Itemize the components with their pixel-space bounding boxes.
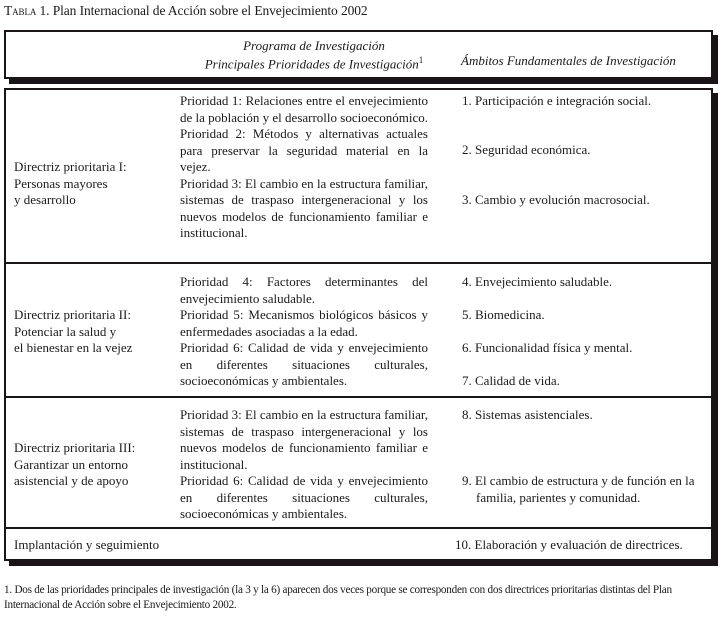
ambito-item: 7. Calidad de vida. (462, 373, 560, 388)
header-program-line2 (186, 53, 442, 71)
table-row (6, 90, 711, 264)
prioridad-item: Prioridad 5: Mecanismos biológicos básicos y enfermedades asociadas a la edad. (180, 307, 428, 339)
ambito-item: 10. Elaboración y evaluación de directrices. (455, 537, 683, 552)
directriz-line: el bienestar en la vejez (14, 340, 133, 355)
directriz-line: asistencial y de apoyo (14, 473, 129, 488)
prioridad-item: Prioridad 6: Calidad de vida y envejecimiento en diferentes situaciones culturales, socioeconómicas y ambientales. (180, 473, 428, 521)
directriz-line: y desarrollo (14, 192, 76, 207)
directriz-line: Personas mayores (14, 175, 108, 191)
directriz-line: Directriz prioritaria III: (14, 440, 136, 455)
directriz-line: Directriz prioritaria II: (14, 307, 131, 322)
header-program-line1: Programa de Investigación (243, 38, 385, 53)
caption-number: 1. (36, 3, 50, 18)
prioridad-item: Prioridad 2: Métodos y alternativas actuales para preservar la seguridad material en la vejez. (180, 126, 428, 174)
header-program-line2-text: Principales Prioridades de Investigación (204, 56, 419, 72)
ambito-item: 5. Biomedicina. (462, 307, 545, 322)
ambito-item: 8. Sistemas asistenciales. (462, 407, 593, 422)
ambito-item: 1. Participación e integración social. (462, 93, 652, 108)
ambito-item: 2. Seguridad económica. (462, 142, 591, 157)
ambito-item: 6. Funcionalidad física y mental. (462, 340, 633, 355)
table-row (6, 264, 711, 398)
directriz-cell (14, 307, 132, 357)
prioridad-item: Prioridad 3: El cambio en la estructura familiar, sistemas de traspaso intergeneracional y los nuevos modelos de funcionamiento familiar e institucional. (180, 407, 428, 472)
directriz-cell (14, 440, 135, 490)
caption-title: Plan Internacional de Acción sobre el Envejecimiento 2002 (49, 3, 368, 18)
prioridad-item: Prioridad 6: Calidad de vida y envejecimiento en diferentes situaciones culturales, socioeconómicas y ambientales. (180, 340, 428, 388)
header-ambitos: Ámbitos Fundamentales de Investigación (461, 53, 676, 68)
prioridad-item: Prioridad 3: El cambio en la estructura familiar, sistemas de traspaso intergeneracional y los nuevos modelos de funcionamiento familiar e institucional. (180, 175, 428, 240)
caption-label: Tabla (4, 3, 37, 18)
prioridades-cell (180, 274, 428, 390)
table-footnote: 1. Dos de las prioridades principales de investigación (la 3 y la 6) aparecen dos veces porque se corresponden con dos directrices prioritarias distintas del Plan Internacional de Acción sobre el Envejecimiento 2002. (4, 584, 672, 611)
prioridad-item: Prioridad 4: Factores determinantes del envejecimiento saludable. (180, 274, 428, 306)
prioridades-cell (180, 407, 428, 523)
directriz-line: Directriz prioritaria I: (14, 159, 127, 174)
table-caption (4, 3, 368, 19)
ambito-item: 9. El cambio de estructura y de función en la familia, parientes y comunidad. (462, 473, 695, 505)
ambito-item: 4. Envejecimiento saludable. (462, 274, 613, 289)
table-body (4, 88, 713, 561)
directriz-cell (14, 537, 159, 554)
ambito-item: 3. Cambio y evolución macrosocial. (462, 192, 650, 207)
table-row (6, 398, 711, 529)
directriz-line: Implantación y seguimiento (14, 537, 160, 552)
prioridades-cell (180, 93, 428, 242)
table-row (6, 529, 711, 559)
directriz-cell (14, 159, 127, 209)
table-header (4, 30, 713, 79)
directriz-line: Potenciar la salud y (14, 323, 117, 339)
directriz-line: Garantizar un entorno (14, 456, 129, 472)
footnote-mark: 1 (418, 55, 424, 65)
header-program (186, 38, 442, 71)
prioridad-item: Prioridad 1: Relaciones entre el envejecimiento de la población y el desarrollo socioeconómico. (180, 93, 429, 125)
